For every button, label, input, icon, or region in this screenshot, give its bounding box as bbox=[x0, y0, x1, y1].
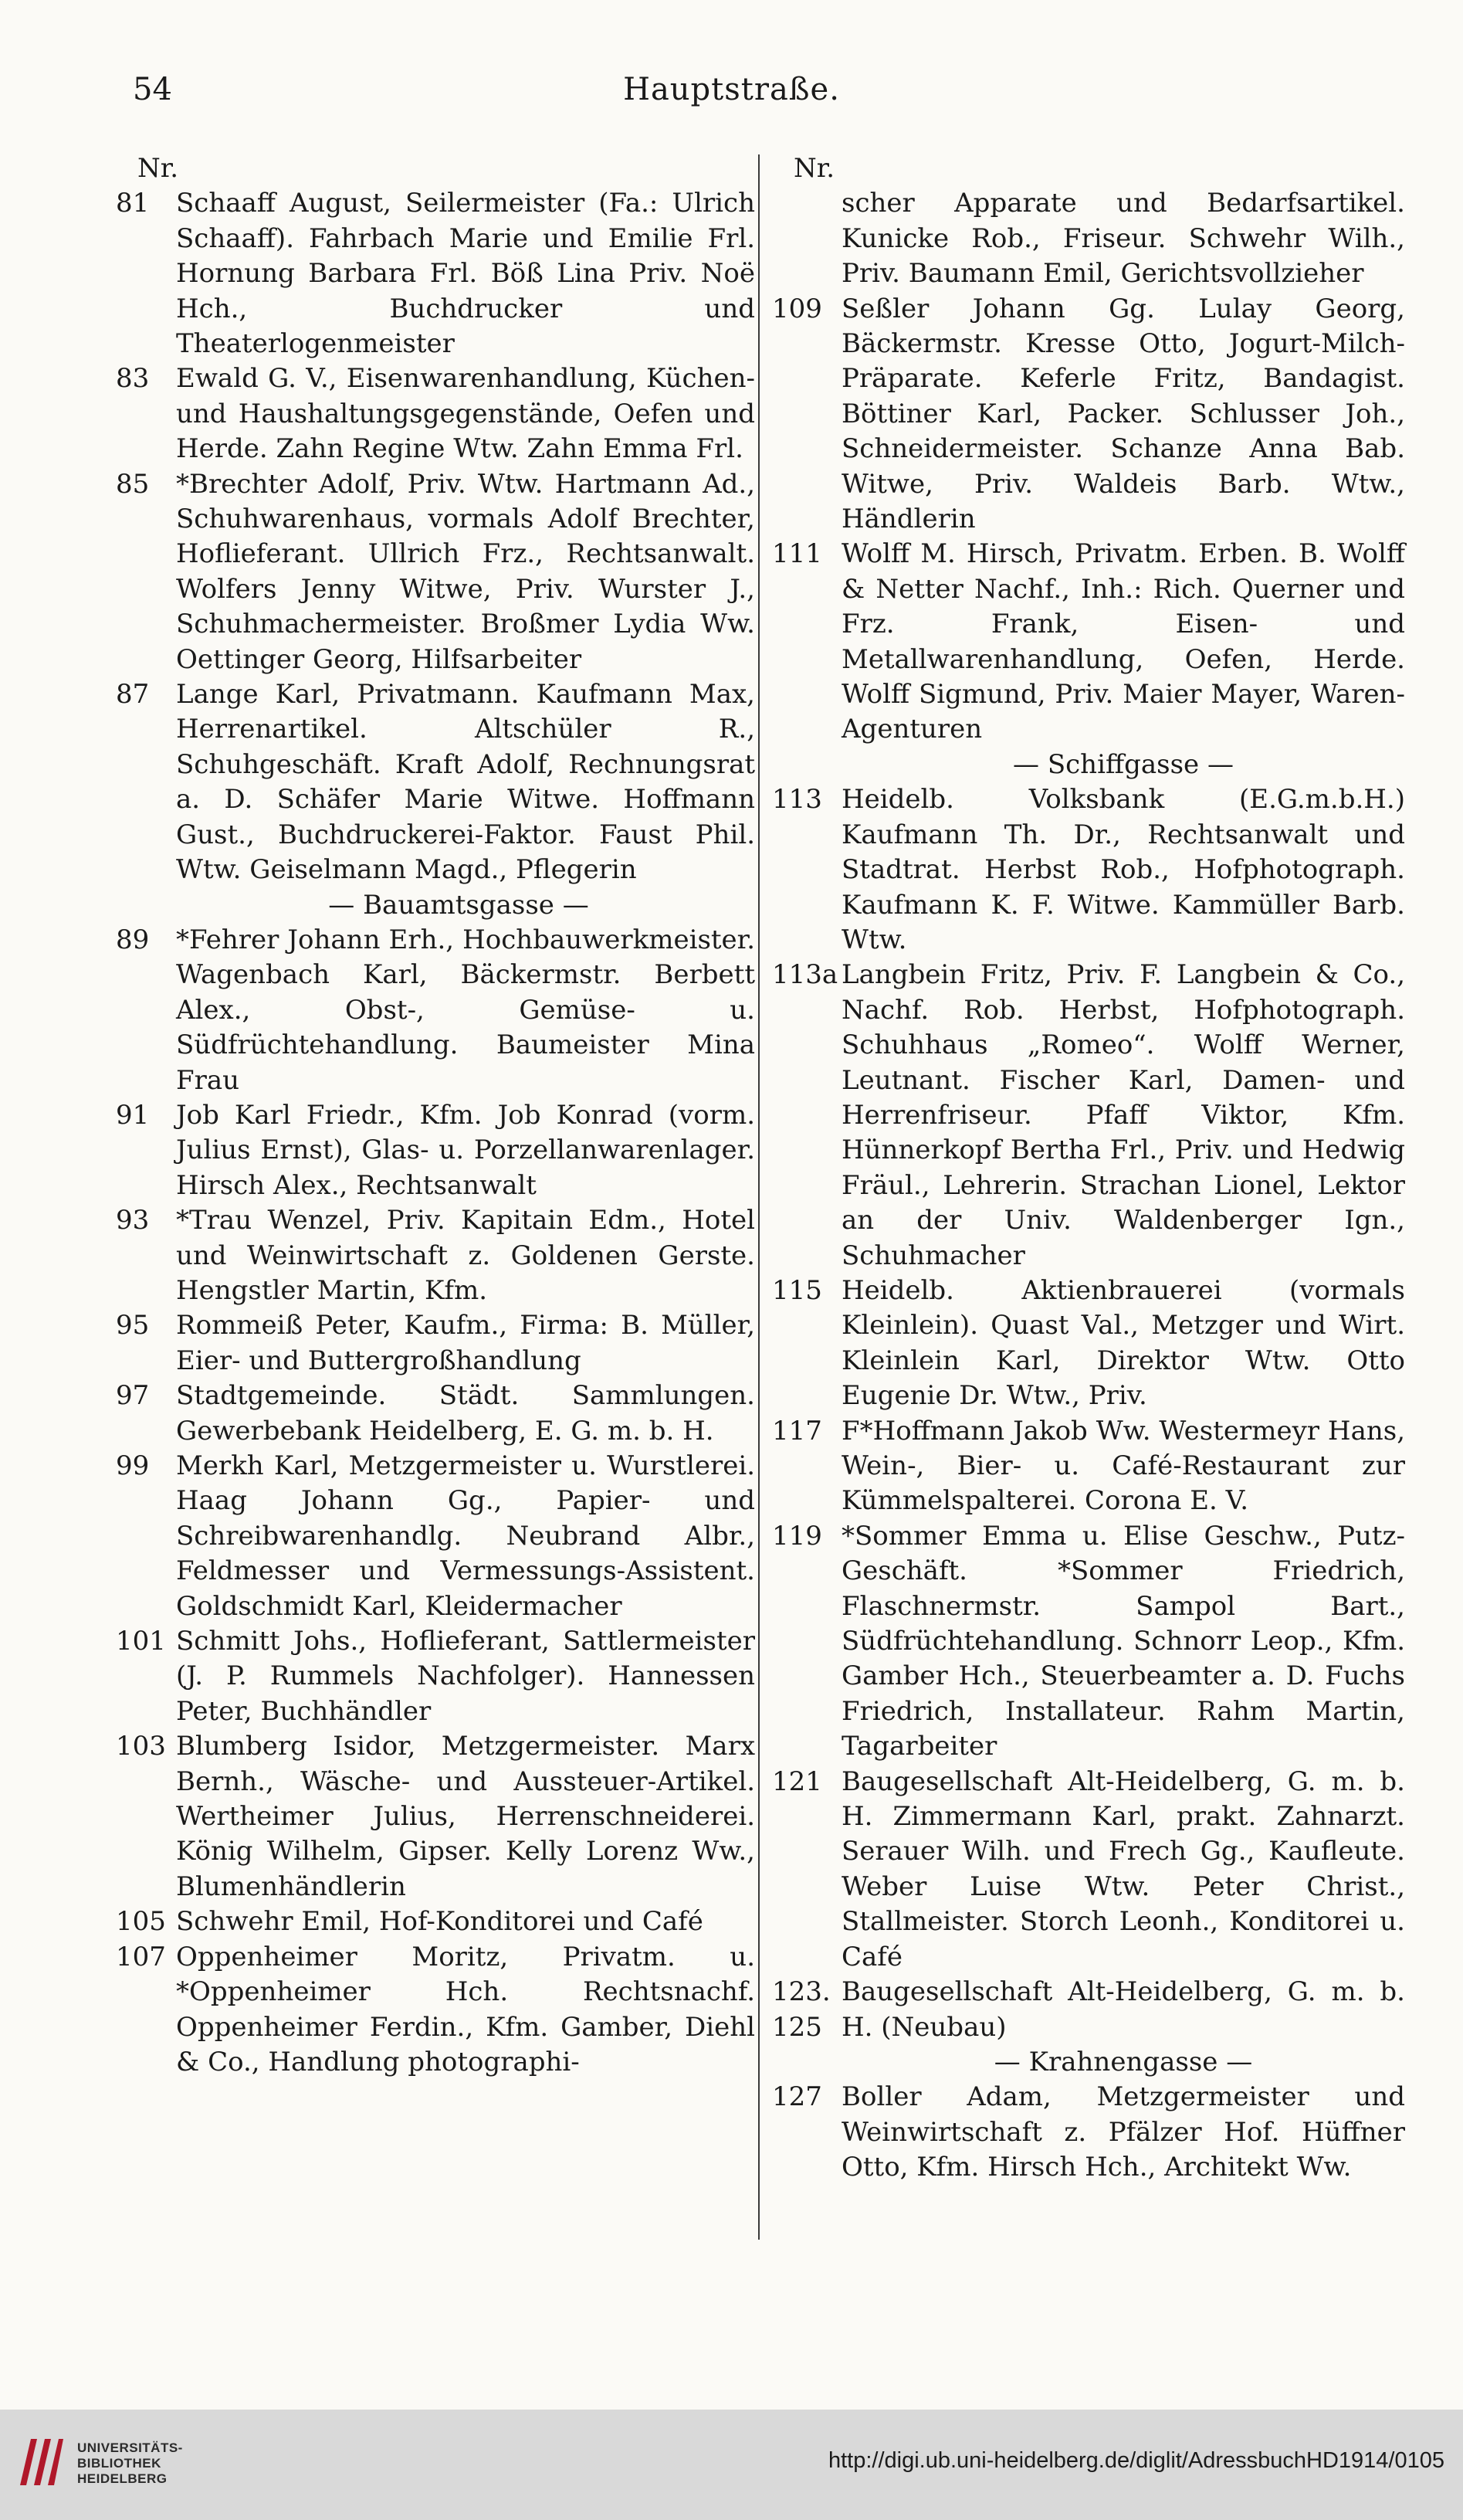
address-entry bbox=[772, 782, 1405, 958]
resident-list: Job Karl Friedr., Kfm. Job Konrad (vorm. Julius Ernst), Glas- u. Porzellanwarenlager. Hirsch Alex., Rechtsanwalt bbox=[176, 1099, 755, 1201]
resident-list: Langbein Fritz, Priv. F. Langbein & Co., Nachf. Rob. Herbst, Hofphotograph. Schuhhaus „Romeo“. Wolff Werner, Leutnant. Fischer Karl, Damen- und Herrenfriseur. Pfaff Viktor, Kfm. Hünnerkopf Bertha Frl., Priv. und Hedwig Fräul., Lehrerin. Strachan Lionel, Lektor an der Univ. Waldenberger Ign., Schuhmacher bbox=[842, 959, 1405, 1271]
resident-list: Blumberg Isidor, Metzgermeister. Marx Bernh., Wäsche- und Aussteuer-Artikel. Wertheimer Julius, Herrenschneiderei. König Wilhelm, Gipser. Kelly Lorenz Ww., Blumenhändlerin bbox=[176, 1731, 755, 1902]
source-url-link[interactable]: http://digi.ub.uni-heidelberg.de/diglit/AdressbuchHD1914/0105 bbox=[828, 2448, 1444, 2473]
house-number: 95 bbox=[116, 1310, 150, 1341]
resident-list: Ewald G. V., Eisenwarenhandlung, Küchen- und Haushaltungsgegenstände, Oefen und Herde. Zahn Regine Wtw. Zahn Emma Frl. bbox=[176, 363, 755, 465]
house-number: 89 bbox=[116, 924, 150, 955]
address-entry bbox=[116, 1379, 755, 1449]
address-entry bbox=[116, 923, 755, 1098]
resident-list: Merkh Karl, Metzgermeister u. Wurstlerei. Haag Johann Gg., Papier- und Schreibwarenhandlg. Neubrand Albr., Feldmesser und Vermessungs-Assistent. Goldschmidt Karl, Kleidermacher bbox=[176, 1450, 755, 1622]
address-entry bbox=[772, 2080, 1405, 2185]
house-number: 117 bbox=[772, 1415, 822, 1447]
house-number: 91 bbox=[116, 1099, 150, 1131]
resident-list: Seßler Johann Gg. Lulay Georg, Bäckermstr. Kresse Otto, Jogurt-Milch-Präparate. Keferle Fritz, Bandagist. Böttiner Karl, Packer. Schlusser Joh., Schneidermeister. Schanze Anna Bab. Witwe, Priv. Waldeis Barb. Wtw., Händlerin bbox=[842, 293, 1405, 535]
resident-list: F*Hoffmann Jakob Ww. Westermeyr Hans, Wein-, Bier- u. Café-Restaurant zur Kümmelspalterei. Corona E. V. bbox=[842, 1415, 1405, 1517]
house-number: 87 bbox=[116, 679, 150, 711]
resident-list: Oppenheimer Moritz, Privatm. u. *Oppenheimer Hch. Rechtsnachf. Oppenheimer Ferdin., Kfm. Gamber, Diehl & Co., Handlung photographi- bbox=[176, 1941, 755, 2077]
house-number: 105 bbox=[116, 1906, 166, 1938]
house-number: 113 bbox=[772, 784, 822, 816]
resident-list: Baugesellschaft Alt-Heidelberg, G. m. b. H. (Neubau) bbox=[842, 1976, 1405, 2043]
address-entry bbox=[772, 1519, 1405, 1765]
house-number: 119 bbox=[772, 1520, 822, 1552]
address-entry bbox=[116, 361, 755, 466]
address-entry bbox=[772, 1274, 1405, 1414]
address-entry bbox=[116, 467, 755, 677]
resident-list: *Sommer Emma u. Elise Geschw., Putz-Geschäft. *Sommer Friedrich, Flaschnermstr. Sampol Bart., Südfrüchtehandlung. Schnorr Leop., Kfm. Gamber Hch., Steuerbeamter a. D. Fuchs Friedrich, Installateur. Rahm Martin, Tagarbeiter bbox=[842, 1520, 1405, 1762]
house-number: 107 bbox=[116, 1941, 166, 1972]
address-entry bbox=[772, 958, 1405, 1274]
house-number: 111 bbox=[772, 538, 822, 570]
resident-list: Baugesellschaft Alt-Heidelberg, G. m. b. H. Zimmermann Karl, prakt. Zahnarzt. Serauer Wilh. und Frech Gg., Kaufleute. Weber Luise Wtw. Peter Christ., Stallmeister. Storch Leonh., Konditorei u. Café bbox=[842, 1765, 1405, 1972]
address-entry bbox=[116, 186, 755, 361]
house-number: 109 bbox=[772, 293, 822, 324]
address-entry bbox=[772, 292, 1405, 538]
address-entry bbox=[772, 537, 1405, 747]
address-entry bbox=[116, 1904, 755, 1939]
library-name-line: BIBLIOTHEK bbox=[77, 2456, 161, 2471]
resident-list: *Brechter Adolf, Priv. Wtw. Hartmann Ad., Schuhwarenhaus, vormals Adolf Brechter, Hoflieferant. Ullrich Frz., Rechtsanwalt. Wolfers Jenny Witwe, Priv. Wurster J., Schuhmachermeister. Broßmer Lydia Ww. Oettinger Georg, Hilfsarbeiter bbox=[176, 468, 755, 675]
address-entry bbox=[772, 1975, 1405, 2045]
nr-label: Nr. bbox=[137, 153, 179, 184]
page-number: 54 bbox=[133, 72, 172, 107]
page-title: Hauptstraße. bbox=[623, 72, 840, 107]
address-entry bbox=[116, 677, 755, 887]
left-column bbox=[116, 151, 755, 2080]
house-number: 83 bbox=[116, 363, 150, 395]
address-entry bbox=[772, 1414, 1405, 1519]
address-entry bbox=[772, 1765, 1405, 1975]
resident-list: Stadtgemeinde. Städt. Sammlungen. Gewerbebank Heidelberg, E. G. m. b. H. bbox=[176, 1380, 755, 1447]
resident-list: Wolff M. Hirsch, Privatm. Erben. B. Wolff & Netter Nachf., Inh.: Rich. Querner und Frz. Frank, Eisen- und Metallwarenhandlung, Oefen, Herde. Wolff Sigmund, Priv. Maier Mayer, Waren-Agenturen bbox=[842, 538, 1405, 745]
resident-list: Schaaff August, Seilermeister (Fa.: Ulrich Schaaff). Fahrbach Marie und Emilie Frl. Hornung Barbara Frl. Böß Lina Priv. Noë Hch., Buchdrucker und Theaterlogenmeister bbox=[176, 188, 755, 360]
continued-entry: scher Apparate und Bedarfsartikel. Kunicke Rob., Friseur. Schwehr Wilh., Priv. Baumann Emil, Gerichtsvollzieher bbox=[842, 188, 1405, 290]
resident-list: Schmitt Johs., Hoflieferant, Sattlermeister (J. P. Rummels Nachfolger). Hannessen Peter, Buchhändler bbox=[176, 1626, 755, 1727]
resident-list: Lange Karl, Privatmann. Kaufmann Max, Herrenartikel. Altschüler R., Schuhgeschäft. Kraft Adolf, Rechnungsrat a. D. Schäfer Marie Witwe. Hoffmann Gust., Buchdruckerei-Faktor. Faust Phil. Wtw. Geiselmann Magd., Pflegerin bbox=[176, 679, 755, 886]
house-number: 85 bbox=[116, 468, 150, 500]
library-name-line: UNIVERSITÄTS- bbox=[77, 2440, 183, 2455]
street-section-heading: — Krahnengasse — bbox=[994, 2046, 1253, 2077]
library-name bbox=[77, 2440, 183, 2487]
resident-list: *Trau Wenzel, Priv. Kapitain Edm., Hotel und Weinwirtschaft z. Goldenen Gerste. Hengstler Martin, Kfm. bbox=[176, 1205, 755, 1306]
house-number: 81 bbox=[116, 188, 150, 219]
address-entry bbox=[116, 1940, 755, 2081]
house-number: 103 bbox=[116, 1731, 166, 1762]
street-section-heading: — Bauamtsgasse — bbox=[328, 889, 589, 921]
resident-list: Heidelb. Aktienbrauerei (vormals Kleinlein). Quast Val., Metzger und Wirt. Kleinlein Karl, Direktor Wtw. Otto Eugenie Dr. Wtw., Priv. bbox=[842, 1274, 1405, 1412]
resident-list: Rommeiß Peter, Kaufm., Firma: B. Müller, Eier- und Buttergroßhandlung bbox=[176, 1310, 755, 1376]
resident-list: Boller Adam, Metzgermeister und Weinwirtschaft z. Pfälzer Hof. Hüffner Otto, Kfm. Hirsch Hch., Architekt Ww. bbox=[842, 2081, 1405, 2183]
house-number: 101 bbox=[116, 1626, 166, 1657]
house-number: 121 bbox=[772, 1765, 822, 1797]
house-number: 97 bbox=[116, 1380, 150, 1412]
university-library-logo-icon bbox=[14, 2431, 68, 2493]
house-number: 113a bbox=[772, 959, 838, 991]
address-entry bbox=[116, 1308, 755, 1379]
street-section-heading: — Schiffgasse — bbox=[1013, 748, 1234, 780]
address-entry bbox=[116, 1098, 755, 1203]
address-entry bbox=[116, 1624, 755, 1729]
house-number: 123. 125 bbox=[772, 1976, 831, 2043]
house-number: 115 bbox=[772, 1274, 822, 1306]
address-entry bbox=[116, 1729, 755, 1904]
address-entry bbox=[116, 1203, 755, 1308]
address-entry bbox=[116, 1449, 755, 1624]
house-number: 99 bbox=[116, 1450, 150, 1482]
library-name-line: HEIDELBERG bbox=[77, 2471, 168, 2486]
footer-bar bbox=[0, 2410, 1463, 2520]
house-number: 93 bbox=[116, 1205, 150, 1236]
house-number: 127 bbox=[772, 2081, 822, 2113]
resident-list: Heidelb. Volksbank (E.G.m.b.H.) Kaufmann Th. Dr., Rechtsanwalt und Stadtrat. Herbst Rob., Hofphotograph. Kaufmann K. F. Witwe. Kammüller Barb. Wtw. bbox=[842, 784, 1405, 955]
resident-list: *Fehrer Johann Erh., Hochbauwerkmeister. Wagenbach Karl, Bäckermstr. Berbett Alex., Obst-, Gemüse- u. Südfrüchtehandlung. Baumeister Mina Frau bbox=[176, 924, 755, 1096]
resident-list: Schwehr Emil, Hof-Konditorei und Café bbox=[176, 1906, 703, 1938]
right-column bbox=[772, 151, 1405, 2186]
column-divider bbox=[758, 154, 760, 2240]
nr-label: Nr. bbox=[794, 153, 835, 184]
